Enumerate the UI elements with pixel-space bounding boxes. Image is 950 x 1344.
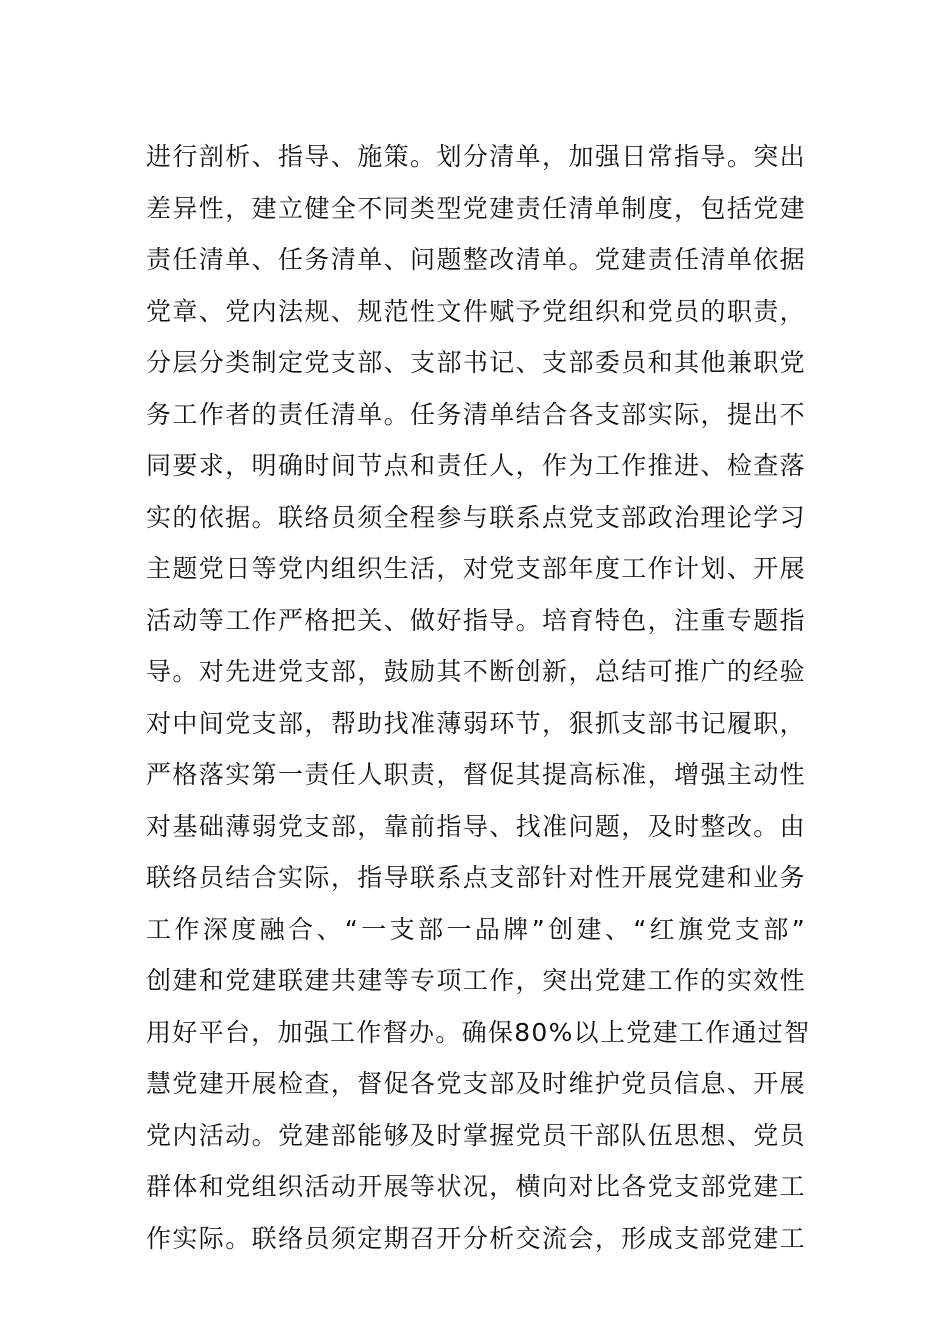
text-line: 同要求，明确时间节点和责任人，作为工作推进、检查落 — [146, 451, 806, 480]
text-line: 作实际。联络员须定期召开分析交流会，形成支部党建工 — [146, 1223, 806, 1253]
text-line: 差异性，建立健全不同类型党建责任清单制度，包括党建 — [146, 193, 806, 223]
body-paragraph — [146, 131, 811, 1264]
text-line: 联络员结合实际，指导联系点支部针对性开展党建和业务 — [146, 863, 806, 892]
text-line: 责任清单、任务清单、问题整改清单。党建责任清单依据 — [146, 245, 806, 274]
text-line: 对基础薄弱党支部，靠前指导、找准问题，及时整改。由 — [146, 811, 806, 841]
text-line: 导。对先进党支部，鼓励其不断创新，总结可推广的经验 — [146, 657, 806, 686]
text-line: 党内活动。党建部能够及时掌握党员干部队伍思想、党员 — [146, 1120, 806, 1150]
text-line: 务工作者的责任清单。任务清单结合各支部实际，提出不 — [146, 399, 806, 429]
text-line: 党章、党内法规、规范性文件赋予党组织和党员的职责， — [146, 296, 806, 326]
text-line: 慧党建开展检查，督促各党支部及时维护党员信息、开展 — [146, 1069, 806, 1098]
text-line: 对中间党支部，帮助找准薄弱环节，狠抓支部书记履职， — [146, 708, 806, 738]
text-line: 群体和党组织活动开展等状况，横向对比各党支部党建工 — [146, 1172, 806, 1201]
text-line: 进行剖析、指导、施策。划分清单，加强日常指导。突出 — [146, 142, 806, 171]
text-line: 用好平台，加强工作督办。确保80%以上党建工作通过智 — [146, 1017, 811, 1047]
text-line: 活动等工作严格把关、做好指导。培育特色，注重专题指 — [146, 605, 806, 635]
text-line: 主题党日等党内组织生活，对党支部年度工作计划、开展 — [146, 554, 806, 583]
text-line: 严格落实第一责任人职责，督促其提高标准，增强主动性 — [146, 760, 806, 789]
text-line: 分层分类制定党支部、支部书记、支部委员和其他兼职党 — [146, 348, 806, 377]
text-line: 实的依据。联络员须全程参与联系点党支部政治理论学习 — [146, 502, 806, 532]
text-line: 创建和党建联建共建等专项工作，突出党建工作的实效性 — [146, 966, 806, 995]
text-line: 工作深度融合、“一支部一品牌”创建、“红旗党支部” — [146, 914, 806, 944]
